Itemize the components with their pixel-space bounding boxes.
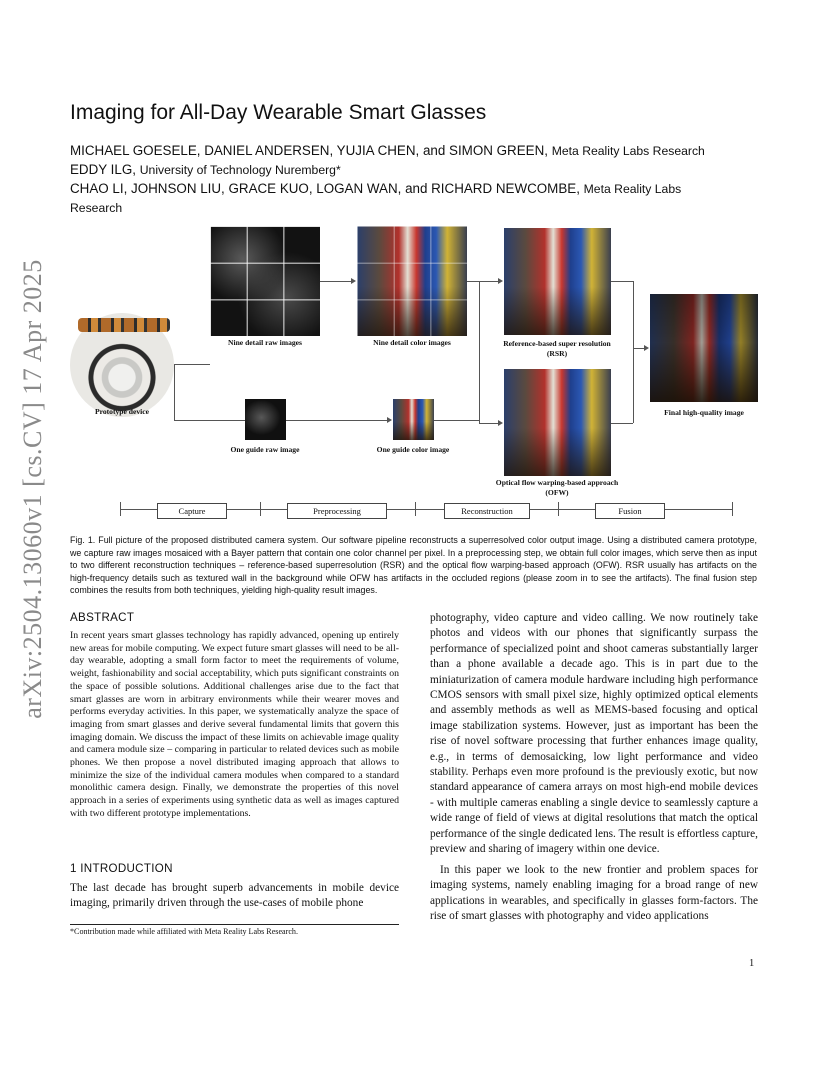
author-affiliation: Research: [70, 201, 123, 215]
label-rsr-line1: Reference-based super resolution: [503, 339, 611, 348]
connector-prototype-guide: [174, 364, 175, 420]
connector-color-split: [467, 281, 479, 282]
author-line-2: [70, 160, 770, 180]
connector-to-rsr: [479, 281, 499, 282]
stage-reconstruction: Reconstruction: [444, 503, 530, 519]
author-affiliation: Meta Reality Labs Research: [551, 144, 705, 158]
abstract-heading: ABSTRACT: [70, 611, 135, 624]
timeline-tick: [732, 502, 733, 516]
introduction-left-text: The last decade has brought superb advancements in mobile device imaging, primarily driven through the use-cases of mobile phone: [70, 882, 399, 910]
label-final: Final high-quality image: [664, 408, 744, 417]
introduction-heading: 1 INTRODUCTION: [70, 862, 173, 875]
timeline-tick: [120, 502, 121, 516]
connector-prototype-raw: [174, 364, 210, 365]
nine-raw-images: [210, 226, 320, 336]
connector-rsr-fusion: [611, 281, 633, 282]
connector-raw-color: [320, 281, 352, 282]
rsr-result-image: [504, 228, 611, 335]
abstract-text: In recent years smart glasses technology has rapidly advanced, opening up entirely new areas for mobile computing. We expect future smart glasses will need to be all-day wearable, adopting a small form factor to meet the requirements of volume, weight, fashionability and social acceptability, which puts significant constraints on the space of possible solutions. Additional challenges arise due to the fact that smart glasses are worn in arbitrary environments while their wearer moves and performs everyday activities. In this paper, we systematically analyze the space of imaging from smart glasses and derive several fundamental limits that govern this imaging domain. We discuss the impact of these limits on achievable image quality and camera module size – comparing in particular to related devices such as mobile phones. We then propose a novel distributed imaging approach that allows to minimize the size of the individual camera modules when compared to a standard monolithic camera design. Finally, we demonstrate the properties of this novel approach in a series of experiments using synthetic data as well as images captured with two different prototype implementations.: [70, 630, 399, 819]
arrow-right-icon: [387, 417, 392, 423]
stage-capture: Capture: [157, 503, 227, 519]
connector-fusion-vertical: [633, 281, 634, 423]
author-names: CHAO LI, JOHNSON LIU, GRACE KUO, LOGAN WAN, and RICHARD NEWCOMBE,: [70, 181, 580, 196]
camera-array-strip: [78, 318, 170, 332]
label-rsr-line2: (RSR): [546, 349, 568, 358]
caption-text: Full picture of the proposed distributed camera system. Our software pipeline reconstructs a superresolved color output image. Using a distributed camera prototype, we capture raw images mosaiced with a Bayer pattern that contain one color channel per pixel. In a preprocessing step, we obtain full color images, which serve then as input to two different reconstruction techniques – reference-based superresolution (RSR) and the optical flow warping-based approach (OFW). RSR usually has artifacts on the high-frequency details such as textured wall in the background while OFW has artifacts in the occluded regions (please zoom in to see the artifacts). The final fusion step combines the results from both techniques, yielding high-quality result images.: [70, 535, 757, 596]
label-nine-color: Nine detail color images: [373, 338, 451, 347]
stage-fusion: Fusion: [595, 503, 665, 519]
author-line-1: [70, 141, 770, 161]
introduction-right-para-2: In this paper we look to the new frontier and problem spaces for imaging systems, namely enabling imaging for a broad range of new applications in wearables, and specifically in glasses form-factors. The rise of smart glasses with photography and video applications: [430, 864, 758, 923]
connector-to-ofw: [479, 423, 499, 424]
connector-to-guide-raw: [174, 420, 245, 421]
author-names: MICHAEL GOESELE, DANIEL ANDERSEN, YUJIA CHEN, and SIMON GREEN,: [70, 143, 548, 158]
label-ofw-line1: Optical flow warping-based approach: [495, 478, 619, 487]
page-number: 1: [749, 958, 755, 969]
connector-split-vertical: [479, 281, 480, 423]
author-line-4: [70, 198, 770, 218]
label-one-raw: One guide raw image: [230, 445, 300, 454]
caption-label: Fig. 1.: [70, 535, 96, 545]
arrow-right-icon: [498, 278, 503, 284]
timeline-tick: [415, 502, 416, 516]
author-line-3: [70, 179, 770, 199]
connector-ofw-fusion: [611, 423, 633, 424]
label-nine-raw: Nine detail raw images: [227, 338, 303, 347]
final-image: [650, 294, 758, 402]
author-affiliation: Meta Reality Labs: [583, 182, 682, 196]
paper-title: Imaging for All-Day Wearable Smart Glasses: [70, 101, 487, 124]
footnote: *Contribution made while affiliated with Meta Reality Labs Research.: [70, 927, 298, 936]
guide-color-image: [393, 399, 434, 440]
figure-caption: [70, 534, 757, 597]
timeline-tick: [260, 502, 261, 516]
label-one-color: One guide color image: [376, 445, 450, 454]
label-prototype-device: Prototype device: [94, 407, 150, 416]
stage-preprocessing: Preprocessing: [287, 503, 387, 519]
connector-guide-color-split: [434, 420, 479, 421]
author-names: EDDY ILG,: [70, 162, 136, 177]
label-ofw-line2: (OFW): [545, 488, 569, 497]
ofw-result-image: [504, 369, 611, 476]
arxiv-stamp: arXiv:2504.13060v1 [cs.CV] 17 Apr 2025: [18, 259, 47, 719]
guide-raw-image: [245, 399, 286, 440]
arrow-right-icon: [351, 278, 356, 284]
footnote-rule: [70, 924, 399, 925]
introduction-right-para-1: photography, video capture and video calling. We now routinely take photos and videos with our phones that significantly surpass the performance of specialized point and shoot cameras substantially larger than a phone available a decade ago. This is in part due to the miniaturization of camera module hardware including high performance CMOS sensors with small pixel size, highly optimized optical elements and assembly methods as well as MEMS-based focusing and optical image stabilization systems. However, just as important has been the rise of novel software processing that further enhances image quality, e.g., in terms of demosaicking, low light performance and video stability. Perhaps even more profound is the previously exotic, but now standard appearance of camera arrays on most high-end mobile devices - with multiple cameras enabling a single device to seamlessly capture a wide range of field of views at digital resolutions that match the optical performance of the single dedicated lens. The result is effortless capture, preview and sharing of imagery within one device.: [430, 612, 758, 856]
arrow-right-icon: [498, 420, 503, 426]
figure-1: [70, 226, 760, 526]
author-affiliation: University of Technology Nuremberg*: [139, 163, 341, 177]
timeline-tick: [558, 502, 559, 516]
nine-color-images: [357, 226, 467, 336]
connector-guide-raw-color: [286, 420, 388, 421]
arrow-right-icon: [644, 345, 649, 351]
